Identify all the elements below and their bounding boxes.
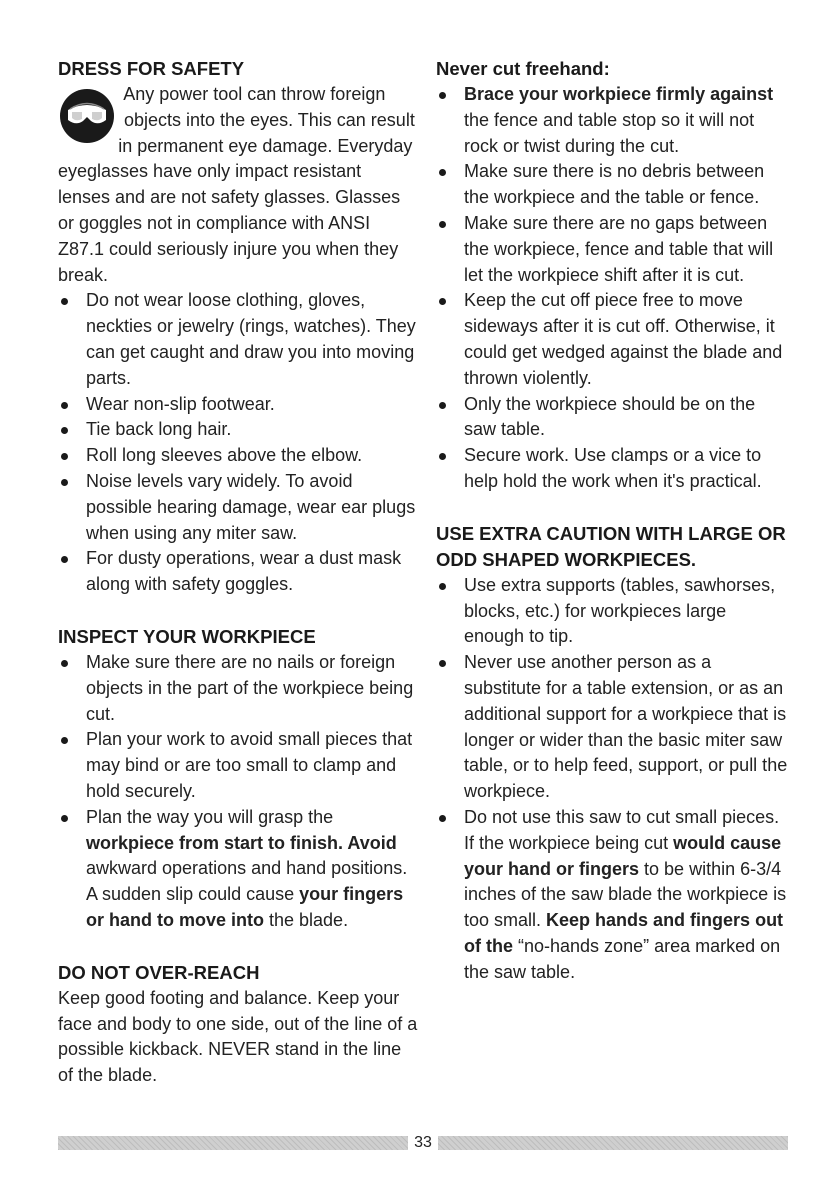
- list-item: [436, 82, 788, 159]
- left-column: [58, 56, 418, 1089]
- page-footer: [58, 1132, 788, 1154]
- list-item: Noise levels vary widely. To avoid possible hearing damage, wear ear plugs when using any miter saw.: [58, 469, 418, 546]
- list-item: Tie back long hair.: [58, 417, 418, 443]
- footer-bar-left: [58, 1136, 408, 1150]
- dress-bullets: [58, 288, 418, 598]
- large-workpiece-bullets: [436, 573, 788, 986]
- list-item: Use extra supports (tables, sawhorses, blocks, etc.) for workpieces large enough to tip.: [436, 573, 788, 650]
- over-reach-heading: DO NOT OVER-REACH: [58, 961, 260, 983]
- list-item: Secure work. Use clamps or a vice to help hold the work when it's practical.: [436, 443, 788, 495]
- inspect-bullets: [58, 650, 418, 934]
- list-item: Make sure there is no debris between the workpiece and the table or fence.: [436, 159, 788, 211]
- inspect-b3-emphasis-1: workpiece from start to finish. Avoid: [86, 832, 397, 853]
- list-item: Only the workpiece should be on the saw table.: [436, 392, 788, 444]
- list-item: [436, 805, 788, 986]
- footer-bar-right: [438, 1136, 788, 1150]
- large-b3-emphasis-2: Keep hands and fingers out of the: [464, 910, 784, 956]
- inspect-b3-text-2: awkward operations and hand positions. A sudden slip could cause: [86, 858, 408, 905]
- list-item: Make sure there are no gaps between the workpiece, fence and table that will let the workpiece shift after it is cut.: [436, 211, 788, 288]
- list-item: Do not wear loose clothing, gloves, neckties or jewelry (rings, watches). They can get caught and draw you into moving parts.: [58, 288, 418, 391]
- never-freehand-heading: Never cut freehand:: [436, 58, 610, 79]
- large-b3-text-1: Do not use this saw to cut small pieces. If the workpiece being cut: [464, 806, 780, 853]
- inspect-b3-text-1: Plan the way you will grasp the: [86, 806, 334, 827]
- dress-intro-text: Any power tool can throw foreign objects into the eyes. This can result in permanent eye damage. Everyday eyeglasses have only impact resistant lenses and are not safety glasses. Glasses or goggles not in compliance with ANSI Z87.1 could seriously injure you when they break.: [58, 84, 415, 285]
- list-item: For dusty operations, wear a dust mask along with safety goggles.: [58, 546, 418, 598]
- dress-for-safety-heading: DRESS FOR SAFETY: [58, 58, 245, 79]
- dress-intro: [58, 82, 418, 288]
- page-number: 33: [414, 1134, 432, 1151]
- over-reach-text: Keep good footing and balance. Keep your face and body to one side, out of the line of a possible kickback. NEVER stand in the line of the blade.: [58, 987, 418, 1086]
- freehand-bullets: [436, 82, 788, 495]
- list-item: Roll long sleeves above the elbow.: [58, 443, 418, 469]
- extra-caution-heading: USE EXTRA CAUTION WITH LARGE OR ODD SHAPED WORKPIECES.: [436, 522, 786, 570]
- inspect-b3-text-3: the blade.: [264, 909, 349, 930]
- large-b3-text-2: to be within 6-3/4 inches of the saw blade the workpiece is too small.: [464, 858, 787, 931]
- list-item: Plan your work to avoid small pieces that may bind or are too small to clamp and hold securely.: [58, 727, 418, 804]
- freehand-b1-text: the fence and table stop so it will not rock or twist during the cut.: [464, 109, 755, 156]
- list-item: [58, 805, 418, 934]
- list-item: Never use another person as a substitute for a table extension, or as an additional support for a workpiece that is longer or wider than the basic miter saw table, or to help feed, support, or pull the workpiece.: [436, 650, 788, 805]
- freehand-b1-emphasis: Brace your workpiece firmly against: [464, 84, 774, 104]
- list-item: Make sure there are no nails or foreign objects in the part of the workpiece being cut.: [58, 650, 418, 727]
- list-item: Wear non-slip footwear.: [58, 392, 418, 418]
- safety-goggles-icon: [58, 84, 116, 148]
- right-column: [436, 56, 788, 986]
- large-b3-emphasis-1: would cause your hand or fingers: [464, 832, 782, 879]
- list-item: Keep the cut off piece free to move sideways after it is cut off. Otherwise, it could get wedged against the blade and thrown violently.: [436, 288, 788, 391]
- inspect-workpiece-heading: INSPECT YOUR WORKPIECE: [58, 625, 316, 647]
- large-b3-text-3: “no-hands zone” area marked on the saw table.: [464, 935, 781, 982]
- inspect-b3-emphasis-2: your fingers or hand to move into: [86, 884, 404, 930]
